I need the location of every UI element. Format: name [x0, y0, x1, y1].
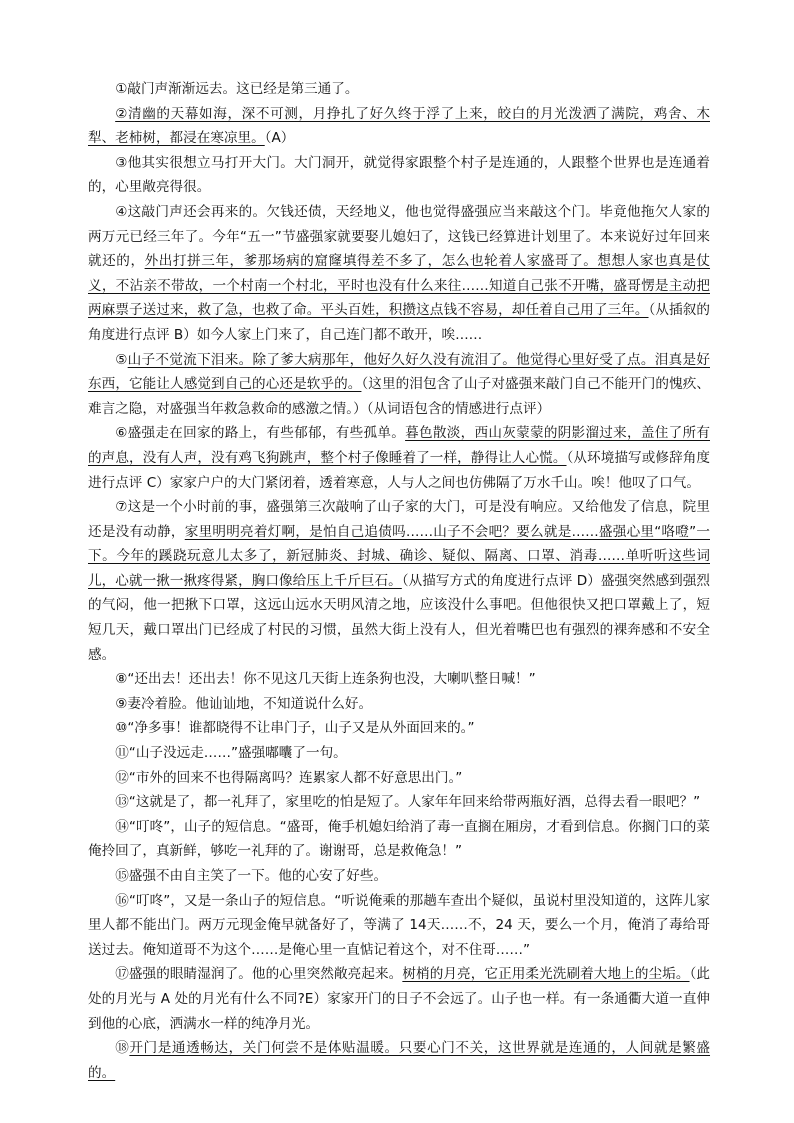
- text-segment: ⑯“叮咚”，又是一条山子的短信息。“听说俺乘的那趟车查出个疑似，虽说村里没知道的，这阵儿家里人都不能出门。两万元现金俺早就备好了，等满了 14天……不，24 天，要么一个月，俺消了毒给哥送过去。俺知道哥不为这个……是俺心里一直惦记着这个，对不住哥……”: [88, 892, 710, 958]
- underlined-passage: 家里明明亮着灯啊，是怕自己追债吗……山子不会吧？要么就是……盛强心里“咯噔”一下。今年的蹊跷玩意儿太多了，新冠肺炎、封城、确诊、疑似、隔离、口罩、消毒……单听听这些词儿，心就一揪一揪疼得紧，胸口像给压上千斤巨石。: [88, 523, 710, 589]
- paragraph-10: [88, 716, 710, 741]
- text-segment: ⑰盛强的眼睛湿润了。他的心里突然敞亮起来。: [115, 966, 403, 983]
- text-segment: （A）: [264, 130, 295, 147]
- paragraph-12: [88, 766, 710, 791]
- text-segment: （从环境描写或修辞角度进行点评 C）家家户户的大门紧闭着，透着寒意，人与人之间也仿佛隔了万水千山。唉！他叹了口气。: [88, 449, 711, 491]
- paragraph-11: [88, 741, 710, 766]
- paragraph-5: [88, 348, 710, 422]
- text-segment: （从插叙的角度进行点评 B）如今人家上门来了，自己连门都不敢开，唉……: [88, 302, 710, 343]
- text-segment: ⑦这是一个小时前的事，盛强第三次敲响了山子家的大门，可是没有响应。又给他发了信息，院里还是没有动静，: [88, 499, 710, 540]
- text-segment: ⑪“山子没远走……”盛强嘟囔了一句。: [115, 745, 347, 762]
- text-segment: ⑨妻冷着脸。他讪讪地，不知道说什么好。: [115, 695, 373, 712]
- underlined-passage: 山子不觉流下泪来。除了爹大病那年，他好久好久没有流泪了。他觉得心里好受了点。泪真是好东西，它能让人感觉到自己的心还是软乎的。: [88, 351, 710, 393]
- paragraph-16: [88, 889, 710, 963]
- text-segment: （这里的泪包含了山子对盛强来敲门自己不能开门的愧疚、难言之隐，对盛强当年救急救命的感激之情。）（从词语包含的情感进行点评）: [88, 376, 711, 417]
- paragraph-6: [88, 421, 710, 495]
- text-segment: ⑮盛强不由自主笑了一下。他的心安了好些。: [115, 868, 388, 884]
- paragraph-7: [88, 495, 710, 667]
- underlined-passage: 暮色散淡，西山灰蒙蒙的阴影溜过来，盖住了所有的声息，没有人声，没有鸡飞狗跳声，整个村子像睡着了一样，静得让人心慌。: [88, 425, 710, 466]
- text-segment: ⑤: [115, 351, 128, 368]
- paragraph-17: [88, 962, 710, 1036]
- paragraph-18: [88, 1036, 710, 1085]
- paragraph-1: [88, 77, 710, 102]
- text-segment: ⑬“这就是了，都一礼拜了，家里吃的怕是短了。人家年年回来给带两瓶好酒，总得去看一眼吧？”: [115, 794, 701, 811]
- text-segment: ⑥盛强走在回家的路上，有些郁郁，有些孤单。: [115, 425, 406, 442]
- paragraph-15: [88, 864, 710, 889]
- paragraph-2: [88, 102, 710, 151]
- text-segment: ③他其实很想立马打开大门。大门洞开，就觉得家跟整个村子是连通的，人跟整个世界也是连通着的，心里敞亮得很。: [88, 154, 710, 196]
- text-segment: ⑧“还出去！还出去！你不见这几天街上连条狗也没，大喇叭整日喊！”: [115, 671, 536, 688]
- paragraph-13: [88, 790, 710, 815]
- paragraph-8: [88, 667, 710, 692]
- text-segment: ⑱: [115, 1040, 130, 1057]
- underlined-passage: 开门是通透畅达，关门何尝不是体贴温暖。只要心门不关，这世界就是连通的，人间就是繁盛的。: [88, 1040, 711, 1081]
- underlined-passage: ②清幽的天幕如海，深不可测，月挣扎了好久终于浮了上来，皎白的月光泼洒了满院，鸡舍、木犁、老柿树，都浸在寒凉里。: [88, 105, 710, 147]
- text-segment: （此处的月光与 A 处的月光有什么不同?E）家家开门的日子不会远了。山子也一样。有一条通衢大道一直伸到他的心底，洒满水一样的纯净月光。: [88, 966, 710, 1032]
- article-body: [88, 77, 710, 1085]
- paragraph-9: [88, 692, 710, 717]
- paragraph-4: [88, 200, 710, 348]
- text-segment: ①敲门声渐渐远去。这已经是第三通了。: [115, 81, 359, 97]
- text-segment: ⑩“净多事！谁都晓得不让串门子，山子又是从外面回来的。”: [115, 720, 475, 737]
- paragraph-14: [88, 815, 710, 864]
- text-segment: （从描写方式的角度进行点评 D）盛强突然感到强烈的气闷，他一把揪下口罩，这远山远水天明风清之地，应该没什么事吧。但他很快又把口罩戴上了，短短几天，戴口罩出门已经成了村民的习惯，虽然大街上没有人，但光着嘴巴也有强烈的裸奔感和不安全感。: [88, 572, 710, 663]
- underlined-passage: 树梢的月亮，它正用柔光洗刷着大地上的尘垢。: [402, 966, 690, 983]
- text-segment: ⑭“叮咚”，山子的短信息。“盛哥，俺手机媳妇给消了毒一直搁在厢房，才看到信息。你搁门口的菜俺拎回了，真新鲜，够吃一礼拜的了。谢谢哥，总是救俺急！”: [88, 818, 710, 860]
- text-segment: ⑫“市外的回来不也得隔离吗？连累家人都不好意思出门。”: [115, 769, 463, 786]
- text-segment: ④这敲门声还会再来的。欠钱还债，天经地义，他也觉得盛强应当来敲这个门。毕竟他拖欠人家的两万元已经三年了。今年“五一”节盛强家就要娶儿媳妇了，这钱已经算进计划里了。本来说好过年回来就还的，: [88, 203, 710, 270]
- paragraph-3: [88, 151, 710, 200]
- underlined-passage: 外出打拼三年，爹那场病的窟窿填得差不多了，怎么也轮着人家盛哥了。想想人家也真是仗义，不沾亲不带故，一个村南一个村北，平时也没有什么来往……知道自己张不开嘴，盛哥愣是主动把两麻票子送过来，救了急，也救了命。平头百姓，积攒这点钱不容易，却任着自己用了三年。: [88, 253, 711, 319]
